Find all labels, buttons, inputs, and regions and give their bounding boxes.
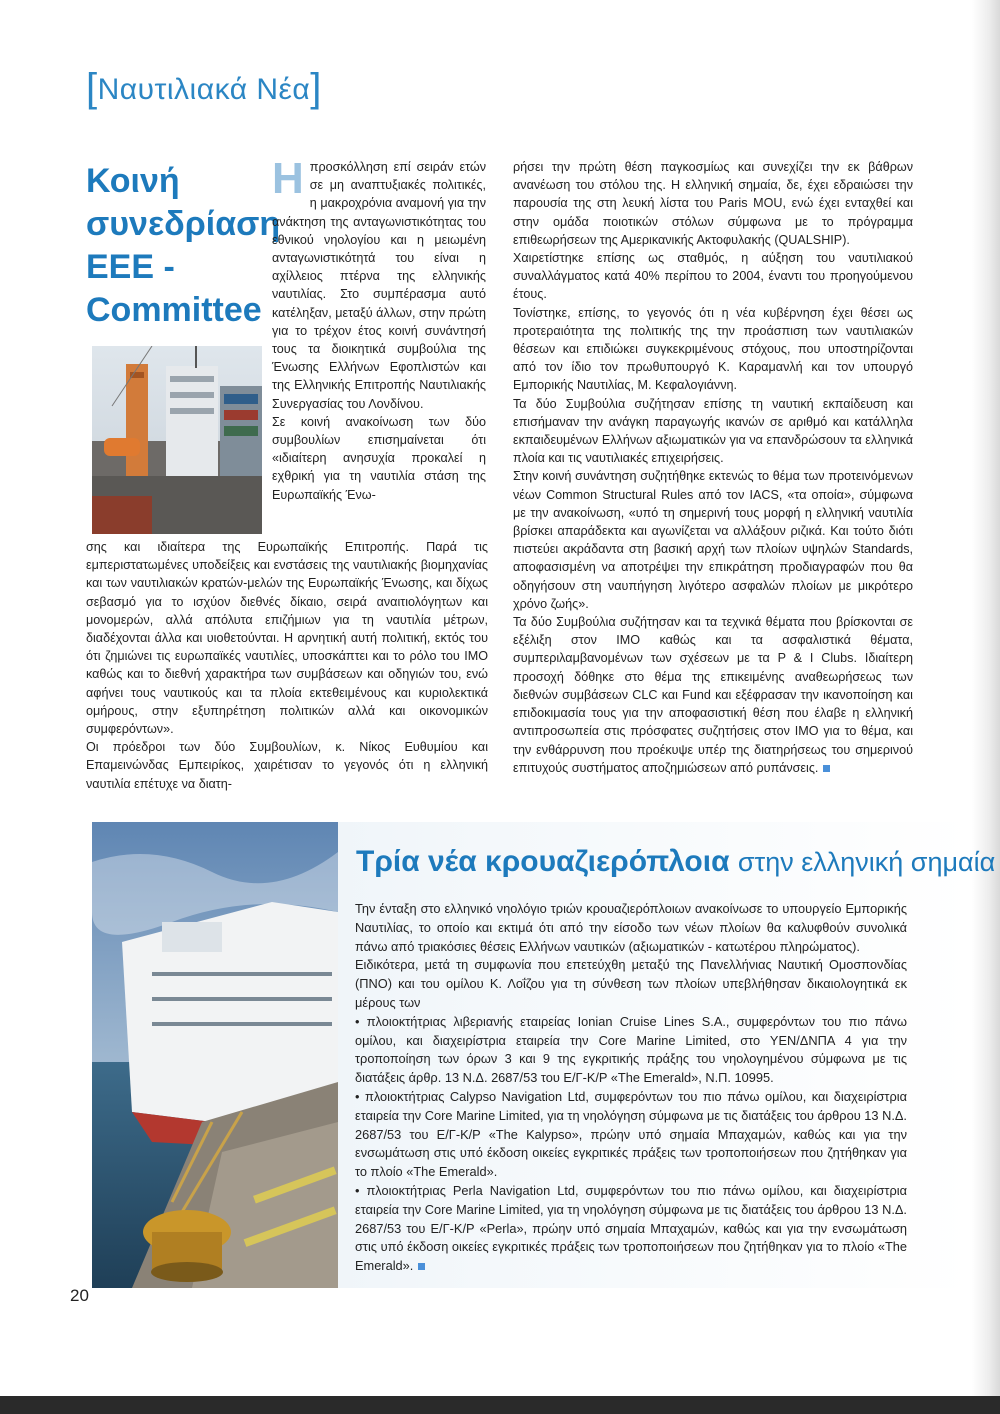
paragraph: Σε κοινή ανακοίνωση των δύο συμβουλίων επισημαίνεται ότι «ιδιαίτερη ανησυχία προκαλεί η εχθρική για τη ναυτιλία στάση της Ευρωπαϊκής Ένω- [272, 414, 486, 502]
feature-title-light: στην ελληνική σημαία [737, 847, 996, 877]
title-line: συνεδρίαση [86, 205, 281, 243]
list-item-text: • πλοιοκτήτριας Perla Navigation Ltd, συμφερόντων του πιο πάνω ομίλου, και διαχειρίστρια εταιρεία την Core Marine Limited, για τη νηολόγηση σύμφωνα με τις διατάξεις του άρθρου 13 Ν.Δ. 2687/53 του Ε/Γ-Κ/Ρ «Perla», πρώην υπό σημαία Μπαχαμών, καθώς και για την ενσωμάτωση στις υπό έκδοση οικείες εγκριτικές πράξεις των τροποποιήσεων που ζητήθηκαν για το πλοίο «The Emerald». [355, 1182, 907, 1274]
paragraph: Τονίστηκε, επίσης, το γεγονός ότι η νέα κυβέρνηση έχει θέσει ως προτεραιότητα της πολιτικής της την προάσπιση των ναυτιλιακών θέσεων και επιδιώκει συγκεκριμένους στόχους, που υποστηρίζονται από τον ίδιο τον πρωθυπουργό Κ. Καραμανλή και τον υπουργό Εμπορικής Ναυτιλίας, Μ. Κεφαλογιάννη. [513, 305, 913, 393]
feature-title-bold: Τρία νέα κρουαζιερόπλοια [356, 845, 730, 878]
page-edge-shadow [972, 0, 1000, 1414]
paragraph: Ειδικότερα, μετά τη συμφωνία που επετεύχθη μεταξύ της Πανελλήνιας Ναυτική Ομοσπονδίας (ΠΝΟ) και του ομίλου Κ. Λοΐζου για τη σύνθεση των πλοίων υπεβλήθησαν δικαιολογητικά εκ μέρους των [355, 957, 907, 1010]
end-mark-icon [418, 1263, 425, 1270]
title-line: ΕΕΕ - [86, 248, 175, 286]
paragraph: Χαιρετίστηκε επίσης ως σταθμός, η αύξηση του ναυτιλιακού συναλλάγματος κατά 40% περίπου το 2004, έναντι του προηγούμενου έτους. [513, 251, 913, 302]
list-item [355, 1182, 907, 1276]
feature-title [356, 845, 996, 879]
page-number: 20 [70, 1286, 89, 1305]
article-intro [272, 154, 487, 504]
article-title [86, 160, 281, 332]
list-item: • πλοιοκτήτριας λιβεριανής εταιρείας Ionian Cruise Lines S.A., συμφερόντων του πιο πάνω ομίλου, και διαχειρίστρια εταιρεία την Core Marine Limited, στο ΥΕΝ/ΔΝΠΑ 4 για την τροποποίηση των όρων 3 και 9 της εγκριτικής πράξης του νηολογημένου σύμφωνα με τις διατάξεις άρθρ. 13 Ν.Δ. 2687/53 του Ε/Γ-Κ/Ρ «The Emerald», Ν.Π. 10995. [355, 1013, 907, 1086]
paragraph: σης και ιδιαίτερα της Ευρωπαϊκής Επιτροπής. Παρά τις εμπεριστατωμένες υποδείξεις και ενστάσεις της ναυτιλιακής βιομηχανίας και των ναυτιλιακών κρατών-μελών της Ευρωπαϊκής Ένωσης, και δίχως σεβασμό για το ισχύον διεθνές δίκαιο, σειρά αναιτιολόγητων και μονομερών, αλλά απόλυτα επιζήμιων για τη ναυτιλία μέτρων, διαδέχονται άλλα και υιοθετούνται. Η αρνητική αυτή πολιτική, εκτός του ότι ζημιώνει τις ευρωπαϊκές ναυτιλίες, υποσκάπτει και το ρόλο του IMO καθώς και το διεθνή χαρακτήρα των συμβάσεων και οδηγιών του, ενώ αφήνει τους ναυτικούς και τα πλοία εκτεθειμένους και κυριολεκτικά ομήρους, στην εξυπηρέτηση πολιτικών αλλά και οικονομικών συμφερόντων». [86, 540, 488, 737]
article-body-right [513, 158, 913, 777]
paragraph: Στην κοινή συνάντηση συζητήθηκε εκτενώς το θέμα των προτεινόμενων νέων Common Structural Rules από τον IACS, «τα οποία», σύμφωνα με την ανακοίνωση, «υπό τη σημερινή τους μορφή η ελληνική ναυτιλία βρίσκει απαράδεκτα και αγωνίζεται να αλλάξουν ριζικά. Και τούτο διότι πιστεύει ακράδαντα στη βασική αρχή των πλοίων υψηλών Standards, αποφασισμένη να αποτρέψει την επικράτηση προδιαγραφών που θα οδηγήσουν στη ναυπήγηση λιγότερο ασφαλών πλοίων με μικρότερο χρόνο ζωής». [513, 469, 913, 611]
cruise-ship-photo [92, 822, 338, 1288]
section-tag: [Ναυτιλιακά Νέα] [86, 66, 322, 110]
list-item: • πλοιοκτήτριας Calypso Navigation Ltd, συμφερόντων του πιο πάνω ομίλου, και διαχειρίστρια εταιρεία την Core Marine Limited, για τη νηολόγηση σύμφωνα με τις διατάξεις του άρθρου 13 Ν.Δ. 2687/53 του Ε/Γ-Κ/Ρ «The Kalypso», πρώην υπό σημαία Μπαχαμών, καθώς και για την ενσωμάτωση στις υπό έκδοση οικείες εγκριτικές πράξεις των τροποποιήσεων που ζητήθηκαν για το πλοίο «The Emerald». [355, 1088, 907, 1180]
feature-body [355, 900, 907, 1276]
drop-cap: Η [272, 154, 304, 203]
paragraph-text: Τα δύο Συμβούλια συζήτησαν και τα τεχνικά θέματα που βρίσκονται σε εξέλιξη στον IMO καθώς και τα ασφαλιστικά θέματα, συμπεριλαμβανομένων των σχέσεων με τα P & I Clubs. Ιδιαίτερη προσοχή δόθηκε στο θέμα της επικειμένης αναθεωρήσεως των διεθνών συμβάσεων CLC και Fund και εξέφρασαν την ικανοποίηση και επιδοκιμασία τους για την αποφασιστική θέση που έλαβε η ελληνική αντιπροσωπεία στις πρόσφατες συζητήσεις στον IMO για το θέμα, και την ενθάρρυνση που προέκυψε υπέρ της διατηρήσεως του σημερινού επιτυχούς συστήματος αποζημιώσεων από ρυπάνσεις. [513, 615, 913, 775]
bottom-scan-edge [0, 1396, 1000, 1414]
paragraph: Τα δύο Συμβούλια συζήτησαν επίσης τη ναυτική εκπαίδευση και επισήμαναν την ανάγκη παραγωγής ικανών σε αριθμό και κατάλληλα εκπαιδευμένων Ελλήνων αξιωματικών για να επανδρώσουν τα ελληνικά πλοία και τις ναυτιλιακές επιχειρήσεις. [513, 396, 913, 466]
end-mark-icon [823, 765, 830, 772]
paragraph: Οι πρόεδροι των δύο Συμβουλίων, κ. Νίκος Ευθυμίου και Επαμεινώνδας Εμπειρίκος, χαιρέτισαν το γεγονός ότι η ελληνική ναυτιλία επέτυχε να διατη- [86, 740, 488, 791]
paragraph: ρήσει την πρώτη θέση παγκοσμίως και συνεχίζει την εκ βάθρων ανανέωση του στόλου της. Η ελληνική σημαία, δε, έχει εδραιώσει την παρουσία της στη λευκή λίστα του Paris MOU, ενώ έχει ενταχθεί και στην ομάδα ποιοτικών στόλων σύμφωνα με το πρόγραμμα επιθεωρήσεων της Αμερικανικής Ακτοφυλακής (QUALSHIP). [513, 160, 913, 247]
title-line: Κοινή [86, 162, 180, 200]
ship-deck-photo [92, 346, 262, 534]
paragraph: προσκόλληση επί σειράν ετών σε μη αναπτυξιακές πολιτικές, η μακροχρόνια αναμονή για την ανάκτηση της ανταγωνιστικότητας του εθνικού νηολογίου και η μειωμένη ανταγωνιστικότητά του είναι η αχίλλειος πτέρνα της ελληνικής ναυτιλίας. Στο συμπέρασμα αυτό κατέληξαν, μεταξύ άλλων, στην πρώτη για το τρέχον έτος κοινή συνάντησή τους τα διοικητικά συμβούλια της Ένωσης Ελλήνων Εφοπλιστών και της Ελληνικής Επιτροπής Ναυτιλιακής Συνεργασίας του Λονδίνου. [272, 160, 487, 411]
paragraph [513, 613, 913, 777]
title-line: Committee [86, 291, 262, 329]
paragraph: Την ένταξη στο ελληνικό νηολόγιο τριών κρουαζιερόπλοιων ανακοίνωσε το υπουργείο Εμπορικής Ναυτιλίας, το οποίο και εκτιμά ότι από την είσοδο των νέων πλοίων θα καλυφθούν συνολικά πάνω από τριακόσιες θέσεις Ελλήνων ναυτικών (αξιωματικών - κατωτέρου πληρώματος). [355, 901, 907, 954]
article-body-left [86, 538, 488, 793]
